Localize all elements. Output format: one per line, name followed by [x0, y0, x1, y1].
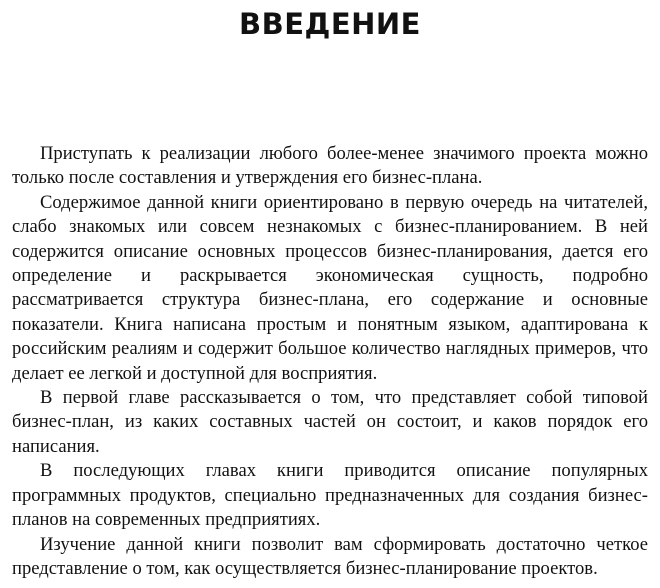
paragraph-1: Приступать к реализации любого более-менее значимого проекта можно только после составления и утверждения его бизнес-плана.: [12, 143, 648, 189]
paragraph-5: Изучение данной книги позволит вам сформировать достаточно четкое представление о том, как осуществляется бизнес-планирование проектов.: [12, 533, 648, 579]
paragraph-4: В последующих главах книги приводится описание популярных программных продуктов, специально предназначенных для создания бизнес-планов на современных предприятиях.: [12, 460, 648, 531]
body-text: [12, 142, 648, 581]
chapter-title: ВВЕДЕНИЕ: [238, 7, 421, 41]
paragraph-2: Содержимое данной книги ориентировано в первую очередь на читателей, слабо знакомых или совсем незнакомых с бизнес-планированием. В ней содержится описание основных процессов бизнес-планирования, дается его определение и раскрывается экономическая сущность, подробно рассматривается структура бизнес-плана, его содержание и основные показатели. Книга написана простым и понятным языком, адаптирована к российским реалиям и содержит большое количество наглядных примеров, что делает ее легкой и доступной для восприятия.: [12, 191, 648, 384]
paragraph-3: В первой главе рассказывается о том, что представляет собой типовой бизнес-план, из каких составных частей он состоит, и каков порядок его написания.: [12, 387, 648, 457]
